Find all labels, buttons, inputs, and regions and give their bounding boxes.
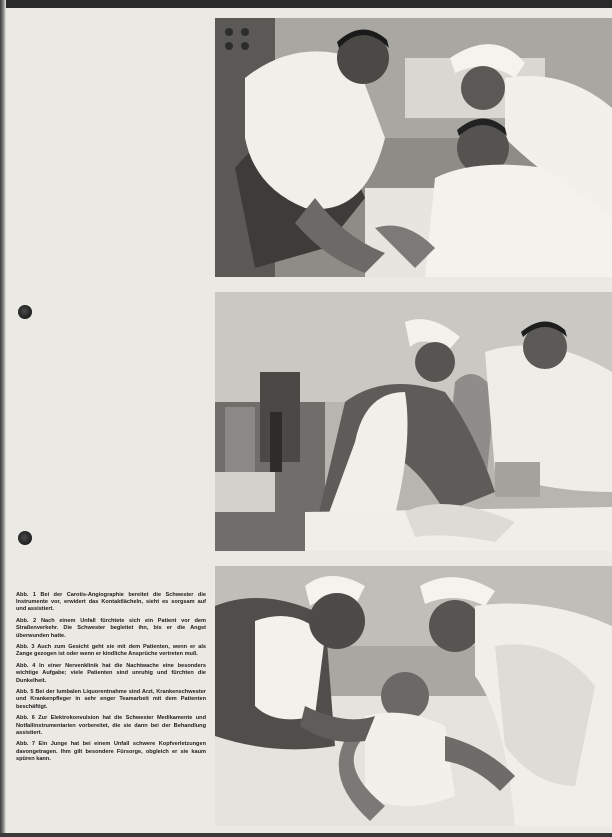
caption-abb-6: Abb. 6 Zur Elektrokonvulsion hat die Schwester Medikamente und Notfallinstrumentarien vorbereitet, die sie dann bei der Behandlung assistiert. [16,715,206,736]
caption-abb-5: Abb. 5 Bei der lumbalen Liquorentnahme sind Arzt, Krankenschwester und Krankenpfleger in sehr enger Teamarbeit mit dem Patienten beschäftigt. [16,689,206,710]
photo-doctor-treating-child [215,18,612,277]
page-top-edge [0,0,612,8]
photo-2-illustration [215,292,612,551]
photo-1-illustration [215,18,612,277]
caption-abb-7: Abb. 7 Ein Junge hat bei einem Unfall schwere Kopfverletzungen davongetragen. Ihm gilt besondere Fürsorge, obgleich er sie kaum spüren kann. [16,741,206,762]
caption-abb-2: Abb. 2 Nach einem Unfall fürchtete sich ein Patient vor dem Straßenverkehr. Die Schwester begleitet ihn, bis er die Angst überwunden hatte. [16,618,206,639]
page-bottom-edge [0,833,612,837]
photo-nurses-caring-for-child [215,566,612,826]
caption-column [16,592,206,768]
photo-3-illustration [215,566,612,826]
caption-abb-3: Abb. 3 Auch zum Gesicht geht sie mit dem Patienten, wenn er als Zange gezogen ist oder wenn er kindliche Ansprüche vertreten muß. [16,644,206,658]
page-binding-edge [0,0,6,837]
punch-hole-lower [18,531,32,545]
punch-hole-upper [18,305,32,319]
caption-abb-4: Abb. 4 In einer Nervenklinik hat die Nachtwache eine besonders wichtige Aufgabe; viele Patienten sind unruhig und fürchten die Dunkelheit. [16,663,206,684]
caption-abb-1: Abb. 1 Bei der Carotis-Angiographie bereitet die Schwester die Instrumente vor, erwidert das Kontaktlächeln, sieht es sorgsam auf und assistiert. [16,592,206,613]
photo-nurse-and-doctor-at-bed [215,292,612,551]
